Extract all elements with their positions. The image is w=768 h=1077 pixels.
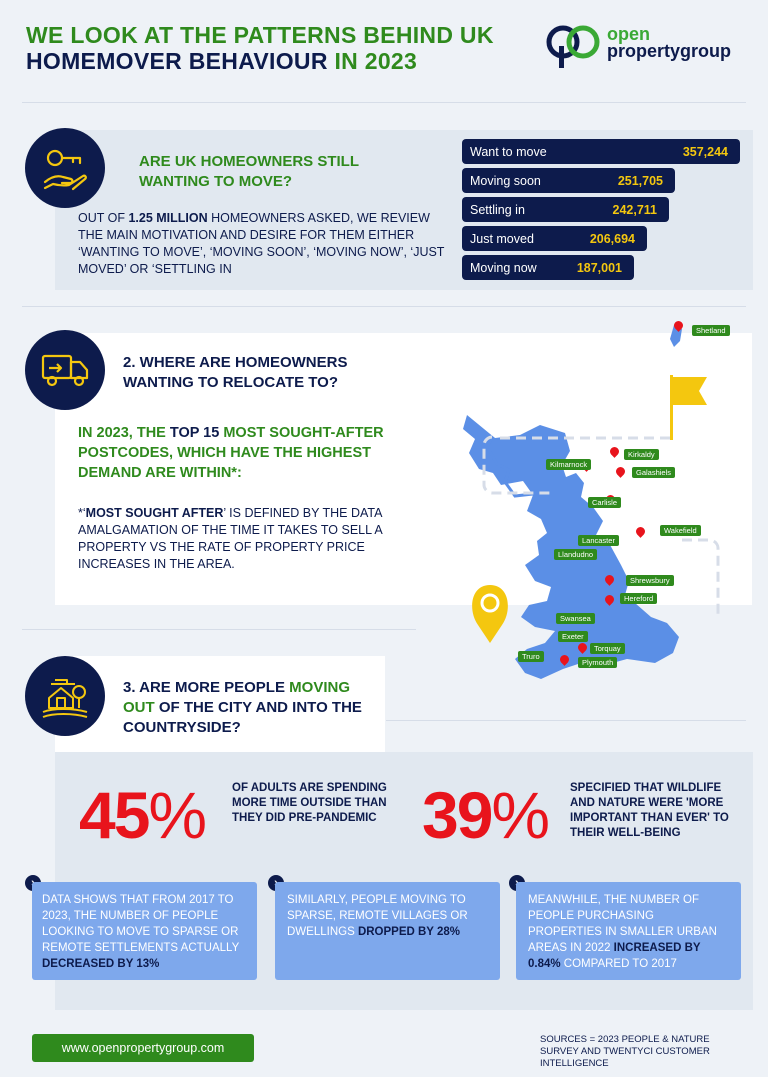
section1-body: OUT OF 1.25 MILLION HOMEOWNERS ASKED, WE REVIEW THE MAIN MOTIVATION AND DESIRE FOR THEM EITHER ‘WANTING TO MOVE’, ‘MOVING SOON’, ‘MOVING NOW’, ‘JUST MOVED’ OR ‘SETTLING IN <box>78 211 445 276</box>
map-label-lancaster: Lancaster <box>578 535 619 546</box>
divider <box>22 306 746 307</box>
key-hand-icon <box>39 142 91 194</box>
bar-chart <box>462 139 742 284</box>
bar-value: 206,694 <box>589 231 635 246</box>
removal-van-icon <box>39 350 91 390</box>
map-label-kilmarnock: Kilmarnock <box>546 459 591 470</box>
map-label-plymouth: Plymouth <box>578 657 617 668</box>
map-label-galashiels: Galashiels <box>632 467 675 478</box>
map-label-hereford: Hereford <box>620 593 657 604</box>
location-pin-icon <box>472 585 508 643</box>
map-label-wakefield: Wakefield <box>660 525 701 536</box>
logo-text-rest: propertygroup <box>607 41 731 61</box>
section2-subheading: IN 2023, THE TOP 15 MOST SOUGHT-AFTER POSTCODES, WHICH HAVE THE HIGHEST DEMAND ARE WITHIN*: <box>78 425 384 481</box>
map-label-truro: Truro <box>518 651 544 662</box>
title-line-1: WE LOOK AT THE PATTERNS BEHIND UK <box>26 22 494 48</box>
bar-label: Just moved <box>470 231 534 246</box>
stat-45-percent: 45% <box>79 778 208 852</box>
stat-39-text: SPECIFIED THAT WILDLIFE AND NATURE WERE 'MORE IMPORTANT THAN EVER' TO THEIR WELL-BEING <box>570 782 729 839</box>
bar-value: 357,244 <box>682 144 728 159</box>
bar-label: Moving now <box>470 260 537 275</box>
fact-card-2: SIMILARLY, PEOPLE MOVING TO SPARSE, REMOTE VILLAGES OR DWELLINGS DROPPED BY 28% <box>275 882 500 980</box>
section3-icon-circle <box>25 656 105 736</box>
uk-map <box>460 315 760 705</box>
logo-mark-icon <box>545 22 605 70</box>
bar-moving-now <box>462 255 634 280</box>
bar-want-to-move <box>462 139 740 164</box>
bar-just-moved <box>462 226 647 251</box>
map-label-torquay: Torquay <box>590 643 625 654</box>
bar-moving-soon <box>462 168 675 193</box>
bar-value: 251,705 <box>617 173 663 188</box>
stat-45-text: OF ADULTS ARE SPENDING MORE TIME OUTSIDE THAN THEY DID PRE-PANDEMIC <box>232 782 387 824</box>
section2-heading: 2. WHERE ARE HOMEOWNERS WANTING TO RELOCATE TO? <box>123 354 348 391</box>
map-label-carlisle: Carlisle <box>588 497 621 508</box>
divider <box>22 102 746 103</box>
section3-heading: 3. ARE MORE PEOPLE MOVING OUT OF THE CITY AND INTO THE COUNTRYSIDE? <box>123 679 362 736</box>
fact-card-1: DATA SHOWS THAT FROM 2017 TO 2023, THE NUMBER OF PEOPLE LOOKING TO MOVE TO SPARSE OR REMOTE SETTLEMENTS ACTUALLY DECREASED BY 13% <box>32 882 257 980</box>
fact-card-3: MEANWHILE, THE NUMBER OF PEOPLE PURCHASING PROPERTIES IN SMALLER URBAN AREAS IN 2022 INCREASED BY 0.84% COMPARED TO 2017 <box>516 882 741 980</box>
logo <box>545 22 745 72</box>
stat-39-percent: 39% <box>422 778 551 852</box>
section1-icon-circle <box>25 128 105 208</box>
divider <box>386 720 746 721</box>
logo-text-open: open <box>607 24 650 44</box>
countryside-house-icon <box>39 670 91 722</box>
section2-icon-circle <box>25 330 105 410</box>
bar-label: Want to move <box>470 144 547 159</box>
bar-label: Settling in <box>470 202 525 217</box>
section1-heading: ARE UK HOMEOWNERS STILL WANTING TO MOVE? <box>139 153 359 190</box>
title-line-2: HOMEMOVER BEHAVIOUR <box>26 48 328 74</box>
website-link[interactable]: www.openpropertygroup.com <box>32 1034 254 1062</box>
section2-note: *‘MOST SOUGHT AFTER’ IS DEFINED BY THE DATA AMALGAMATION OF THE TIME IT TAKES TO SELL A PROPERTY VS THE RATE OF PROPERTY PRICE INCREASES IN THE AREA. <box>78 506 383 571</box>
bar-settling-in <box>462 197 669 222</box>
bar-label: Moving soon <box>470 173 541 188</box>
divider <box>22 629 416 630</box>
flag-icon <box>670 375 707 440</box>
bar-value: 187,001 <box>576 260 622 275</box>
bar-value: 242,711 <box>612 202 657 217</box>
map-label-exeter: Exeter <box>558 631 588 642</box>
map-label-swansea: Swansea <box>556 613 595 624</box>
map-label-shetland: Shetland <box>692 325 730 336</box>
map-label-llandudno: Llandudno <box>554 549 597 560</box>
page-title: WE LOOK AT THE PATTERNS BEHIND UK HOMEMOVER BEHAVIOUR IN 2023 <box>26 22 494 74</box>
map-label-shrewsbury: Shrewsbury <box>626 575 674 586</box>
sources-note: SOURCES = 2023 PEOPLE & NATURE SURVEY AND TWENTYCI CUSTOMER INTELLIGENCE <box>540 1034 710 1069</box>
map-label-kirkaldy: Kirkaldy <box>624 449 659 460</box>
